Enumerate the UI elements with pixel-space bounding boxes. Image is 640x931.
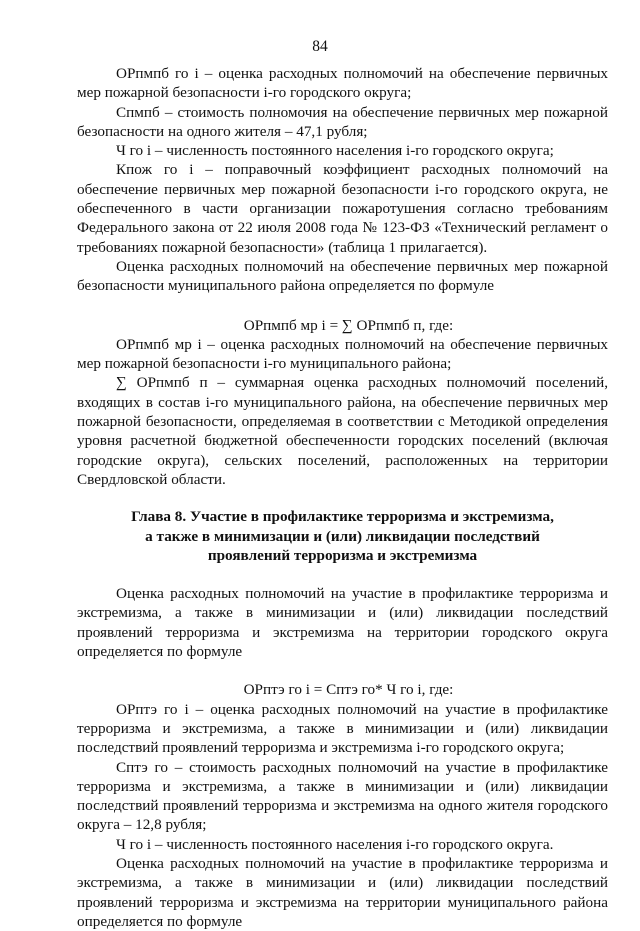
- paragraph-ch-go-definition: Ч го i – численность постоянного населения i-го городского округа;: [116, 142, 554, 160]
- paragraph-sum-orpmpb-definition: ∑ ОРпмпб п – суммарная оценка расходных полномочий поселений, входящих в состав i-го муниципального района, на обеспечение первичных мер пожарной безопасности, определяемая в соответствии с Методикой определения уровня расчетной бюджетной обеспеченности городских поселений (включая городские округа), сельских поселений, расположенных на территории Свердловской области.: [77, 374, 608, 488]
- formula-orpmpb-mr: ОРпмпб мр i = ∑ ОРпмпб п, где:: [243, 316, 454, 334]
- paragraph-spmpb-definition: Спмпб – стоимость полномочия на обеспечение первичных мер пожарной безопасности на одного жителя – 47,1 рубля;: [77, 103, 608, 140]
- paragraph-ch-go-definition-2: Ч го i – численность постоянного населения i-го городского округа.: [116, 835, 554, 853]
- paragraph-spte-go-definition: Сптэ го – стоимость расходных полномочий на участие в профилактике терроризма и экстремизма, а также в минимизации и (или) ликвидации последствий проявлений терроризма и экстремизма на одного жителя городского округа – 12,8 рубля;: [77, 758, 608, 834]
- paragraph-terrorism-formula-intro: Оценка расходных полномочий на участие в профилактике терроризма и экстремизма, а также в минимизации и (или) ликвидации последствий проявлений терроризма и экстремизма на территории городского округа определяется по формуле: [77, 585, 608, 661]
- formula-orpte-go: ОРптэ го i = Сптэ го* Ч го i, где:: [243, 681, 454, 699]
- paragraph-orpmpb-mr-definition: ОРпмпб мр i – оценка расходных полномочий на обеспечение первичных мер пожарной безопасности i-го муниципального района;: [77, 335, 608, 373]
- paragraph-district-formula-intro: Оценка расходных полномочий на обеспечение первичных мер пожарной безопасности муниципального района определяется по формуле: [77, 257, 608, 295]
- spacer: [77, 565, 608, 584]
- chapter-heading-line-3: проявлений терроризма и экстремизма: [207, 546, 478, 564]
- paragraph-district-terrorism-formula-intro: Оценка расходных полномочий на участие в профилактике терроризма и экстремизма, а также в минимизации и (или) ликвидации последствий проявлений терроризма и экстремизма на территории муниципального района определяется по формуле: [77, 854, 608, 930]
- paragraph-kpozh-definition: Кпож го i – поправочный коэффициент расходных полномочий на обеспечение первичных мер пожарной безопасности i-го городского округа, не обеспеченного в части организации пожаротушения согласно требованиям Федерального закона от 22 июля 2008 года № 123-ФЗ «Технический регламент о требованиях пожарной безопасности» (таблица 1 прилагается).: [77, 161, 608, 256]
- spacer: [77, 296, 608, 316]
- paragraph-orpmpb-go-definition: ОРпмпб го i – оценка расходных полномочий на обеспечение первичных мер пожарной безопасности i-го городского округа;: [77, 65, 608, 102]
- paragraph-orpte-go-definition: ОРптэ го i – оценка расходных полномочий на участие в профилактике терроризма и экстремизма, а также в минимизации и (или) ликвидации последствий проявлений терроризма и экстремизма i-го городского округа;: [77, 700, 608, 757]
- page-content: [77, 64, 608, 931]
- chapter-heading-line-1: Глава 8. Участие в профилактике терроризма и экстремизма,: [131, 508, 554, 526]
- page-number: 84: [312, 38, 328, 55]
- spacer: [77, 661, 608, 680]
- chapter-heading-line-2: а также в минимизации и (или) ликвидации последствий: [145, 527, 540, 545]
- spacer: [77, 489, 608, 507]
